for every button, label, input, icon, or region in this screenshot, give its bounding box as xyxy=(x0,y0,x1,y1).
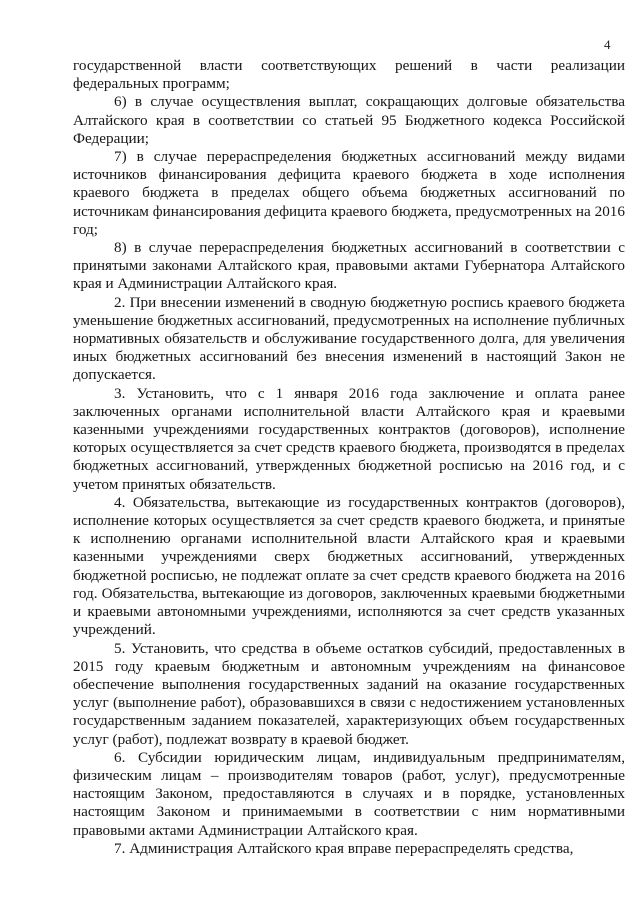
paragraph-clause-4: 4. Обязательства, вытекающие из государственных контрактов (договоров), исполнение которых осуществляется за счет средств краевого бюджета, и принятые к исполнению органами исполнительной власти Алтайского края и краевыми казенными учреждениями сверх бюджетных ассигнований, утвержденных бюджетной росписью, не подлежат оплате за счет средств краевого бюджета на 2016 год. Обязательства, вытекающие из договоров, заключенных краевыми бюджетными и краевыми автономными учреждениями, исполняются за счет средств указанных учреждений. xyxy=(73,493,625,639)
document-body xyxy=(73,57,625,858)
paragraph-item-8: 8) в случае перераспределения бюджетных ассигнований в соответствии с принятыми законами Алтайского края, правовыми актами Губернатора Алтайского края и Администрации Алтайского края. xyxy=(73,239,625,293)
paragraph-clause-5: 5. Установить, что средства в объеме остатков субсидий, предоставленных в 2015 году краевым бюджетным и автономным учреждениям на финансовое обеспечение выполнения государственных заданий на оказание государственных услуг (выполнение работ), образовавшихся в связи с недостижением установленных государственным заданием показателей, характеризующих объем государственных услуг (работ), подлежат возврату в краевой бюджет. xyxy=(73,639,625,748)
paragraph-clause-2: 2. При внесении изменений в сводную бюджетную роспись краевого бюджета уменьшение бюджетных ассигнований, предусмотренных на исполнение публичных нормативных обязательств и обслуживание государственного долга, для увеличения иных бюджетных ассигнований без внесения изменений в настоящий Закон не допускается. xyxy=(73,293,625,384)
paragraph-clause-3: 3. Установить, что с 1 января 2016 года заключение и оплата ранее заключенных органами исполнительной власти Алтайского края и краевыми казенными учреждениями государственных контрактов (договоров), исполнение которых осуществляется за счет средств краевого бюджета, производятся в пределах бюджетных ассигнований, утвержденных бюджетной росписью на 2016 год, и с учетом принятых обязательств. xyxy=(73,384,625,493)
paragraph-clause-7: 7. Администрация Алтайского края вправе перераспределять средства, xyxy=(114,839,574,857)
paragraph-continuation: государственной власти соответствующих решений в части реализации федеральных программ; xyxy=(73,57,625,93)
page-number: 4 xyxy=(604,37,611,52)
paragraph-item-6: 6) в случае осуществления выплат, сокращающих долговые обязательства Алтайского края в соответствии со статьей 95 Бюджетного кодекса Российской Федерации; xyxy=(73,93,625,147)
paragraph-clause-6: 6. Субсидии юридическим лицам, индивидуальным предпринимателям, физическим лицам – производителям товаров (работ, услуг), предусмотренные настоящим Законом, предоставляются в случаях и в порядке, установленных настоящим Законом и принимаемыми в соответствии с ним нормативными правовыми актами Администрации Алтайского края. xyxy=(73,748,625,839)
paragraph-item-7: 7) в случае перераспределения бюджетных ассигнований между видами источников финансирования дефицита краевого бюджета в ходе исполнения краевого бюджета в пределах общего объема бюджетных ассигнований по источникам финансирования дефицита краевого бюджета, предусмотренных на 2016 год; xyxy=(73,148,625,238)
